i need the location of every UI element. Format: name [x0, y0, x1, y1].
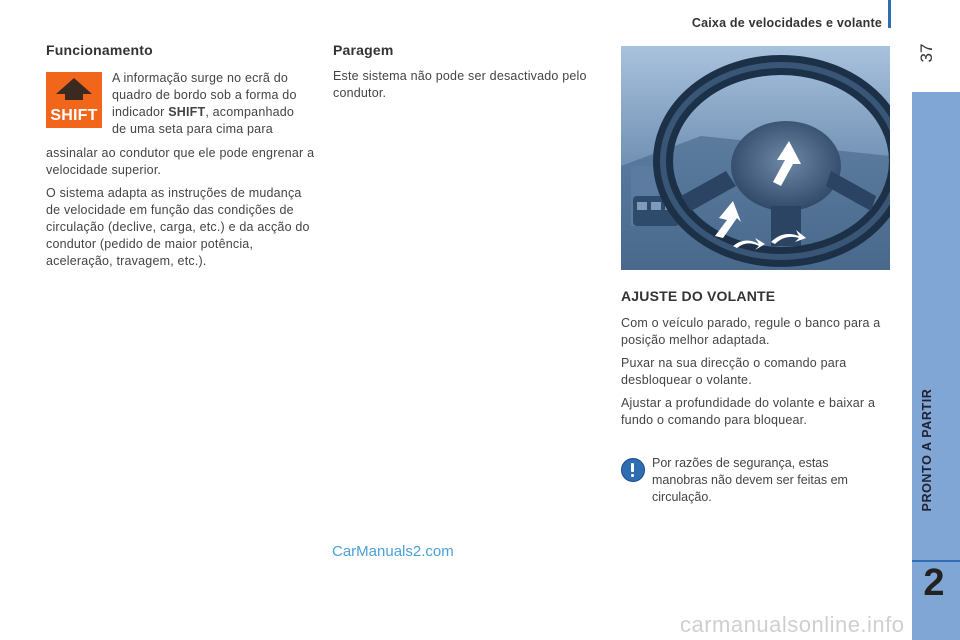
steering-wheel-illustration: [621, 46, 890, 270]
ajuste-paragraph: Puxar na sua direcção o comando para desbloquear o volante.: [621, 356, 847, 387]
shift-description-line: A informação surge no ecrã do: [112, 71, 289, 85]
funcionamento-heading: Funcionamento: [46, 42, 153, 58]
ajuste-paragraph: Com o veículo parado, regule o banco para a posição melhor adaptada.: [621, 316, 881, 347]
paragem-section: [333, 42, 609, 102]
shift-description-line: [112, 104, 312, 121]
paragem-text: Este sistema não pode ser desactivado pelo condutor.: [333, 69, 587, 100]
watermark-text: carmanualsonline.info: [680, 612, 905, 637]
chapter-tab: [912, 92, 960, 640]
shift-description-line: de uma seta para cima para: [112, 122, 273, 136]
exclamation-icon: [621, 458, 645, 482]
text-fragment: indicador: [112, 105, 169, 119]
shift-keyword: SHIFT: [168, 105, 206, 119]
shift-description-continuation: assinalar ao condutor que ele pode engrenar a velocidade superior.: [46, 146, 315, 177]
shift-icon-label: SHIFT: [50, 107, 98, 124]
funcionamento-paragraph: O sistema adapta as instruções de mudança de velocidade em função das condições de circulação (declive, carga, etc.) e da acção do condutor (pedido de maior potência, aceleração, travagem, etc.).: [46, 186, 310, 268]
chapter-number: 2: [923, 562, 945, 604]
ajuste-paragraph: Ajustar a profundidade do volante e baixar a fundo o comando para bloquear.: [621, 396, 876, 427]
shift-description-line: quadro de bordo sob a forma do: [112, 88, 297, 102]
text-fragment: , acompanhado: [205, 105, 295, 119]
safety-warning-text: Por razões de segurança, estas manobras não devem ser feitas em circulação.: [652, 456, 848, 504]
paragem-heading: Paragem: [333, 42, 394, 58]
funcionamento-section: [46, 42, 318, 270]
shift-description: [112, 70, 312, 138]
watermark-link[interactable]: CarManuals2.com: [332, 543, 454, 560]
section-title: Caixa de velocidades e volante: [691, 16, 882, 30]
ajuste-volante-section: [621, 288, 893, 435]
page-number: 37: [917, 43, 936, 63]
ajuste-volante-heading: AJUSTE DO VOLANTE: [621, 288, 776, 304]
shift-indicator-icon: [46, 72, 102, 128]
header-accent-rule: [888, 0, 891, 28]
shift-indicator-row: [46, 70, 318, 145]
chapter-label: PRONTO A PARTIR: [920, 388, 934, 512]
